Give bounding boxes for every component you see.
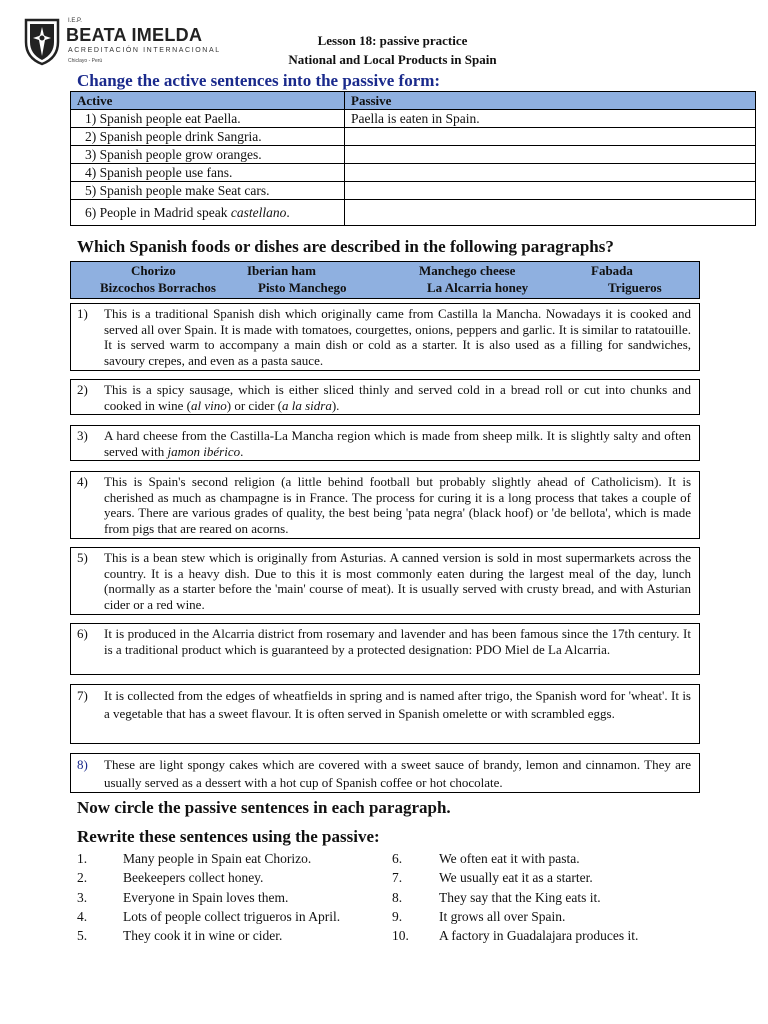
active-cell xyxy=(71,146,345,164)
italic-part: jamon ibérico xyxy=(167,443,241,459)
active-text: Spanish people use fans. xyxy=(99,164,233,180)
word-item: Manchego cheese xyxy=(419,263,516,278)
word-item: Fabada xyxy=(591,263,633,278)
paragraph-text: This is a traditional Spanish dish which originally came from Castilla la Mancha. Nowadays it is cooked and served all over Spain. It is made with tomatoes, courgettes, onions, peppers and garlic. It is similar to ratatouille. It is served warm to accompany a main dish or cold as a starter. It is also used as a filling for sandwiches, savoury crepes, and even as a pasta sauce. xyxy=(104,306,691,368)
passive-cell[interactable] xyxy=(345,200,756,226)
paragraph-text: This is Spain's second religion (a little behind football but probably slightly ahead of Catholicism). It is cherished as much as champagne is in France. The process for curing it is a long process that takes a couple of years. There are various grades of quality, the best being 'pata negra' (black hoof) or 'de bellota', which is made from pigs that are reared on acorns. xyxy=(104,474,691,536)
word-item: Trigueros xyxy=(608,280,662,295)
school-crest-icon xyxy=(22,16,62,66)
item-text: Lots of people collect trigueros in April. xyxy=(123,909,341,924)
item-text: We usually eat it as a starter. xyxy=(439,870,593,885)
row-num: 4) xyxy=(85,164,97,180)
paragraph-number: 6) xyxy=(77,626,88,641)
word-bank xyxy=(70,261,700,299)
item-text: Many people in Spain eat Chorizo. xyxy=(123,851,312,866)
section4-title: Rewrite these sentences using the passive: xyxy=(77,827,380,846)
item-number: 5. xyxy=(77,928,88,943)
row-num: 5) xyxy=(85,182,97,198)
lesson-title: Lesson 18: passive practice xyxy=(317,33,468,48)
paragraph-number: 4) xyxy=(77,474,88,489)
active-text: Spanish people grow oranges. xyxy=(99,146,262,162)
text-part: This is a spicy sausage, which is either sliced thinly and served cold in a bread roll or cut into chunks and cooked in wine ( xyxy=(104,382,691,413)
section2-title: Which Spanish foods or dishes are described in the following paragraphs? xyxy=(77,237,614,256)
paragraph-text: It is produced in the Alcarria district from rosemary and lavender and has been famous since the 17th century. It is a traditional product which is guaranteed by a protected designation: PDO Miel de La Alcarria. xyxy=(104,626,691,657)
item-number: 8. xyxy=(392,890,403,905)
paragraph-text: It is collected from the edges of wheatfields in spring and is named after trigo, the Spanish word for 'wheat'. It is a vegetable that has a sweet flavour. It is often served in Spanish omelette or with scrambled eggs. xyxy=(104,688,691,721)
logo-subtitle: ACREDITACIÓN INTERNACIONAL xyxy=(68,47,221,54)
paragraph-1 xyxy=(70,303,700,371)
paragraph-number: 2) xyxy=(77,382,88,397)
paragraph-7 xyxy=(70,684,700,744)
logo-name: BEATA IMELDA xyxy=(66,25,203,45)
paragraph-number: 7) xyxy=(77,688,88,703)
row-num: 1) xyxy=(85,110,97,126)
item-text: They cook it in wine or cider. xyxy=(123,928,283,943)
item-number: 4. xyxy=(77,909,88,924)
school-logo xyxy=(22,16,232,68)
active-italic: castellano xyxy=(230,204,287,220)
passive-cell[interactable] xyxy=(345,128,756,146)
item-number: 1. xyxy=(77,851,88,866)
item-number: 6. xyxy=(392,851,403,866)
item-text: Everyone in Spain loves them. xyxy=(123,890,289,905)
paragraph-text xyxy=(104,428,691,459)
active-cell xyxy=(71,110,345,128)
item-number: 2. xyxy=(77,870,88,885)
item-number: 10. xyxy=(392,928,409,943)
col-passive-header: Passive xyxy=(345,92,756,110)
paragraph-4 xyxy=(70,471,700,539)
table-header-row xyxy=(71,92,756,110)
paragraph-number: 1) xyxy=(77,306,88,321)
table-row xyxy=(71,200,756,226)
active-cell xyxy=(71,200,345,226)
word-item: La Alcarria honey xyxy=(427,280,529,295)
word-item: Pisto Manchego xyxy=(258,280,347,295)
passive-cell[interactable]: Paella is eaten in Spain. xyxy=(345,110,756,128)
active-cell xyxy=(71,182,345,200)
paragraph-2 xyxy=(70,379,700,415)
active-text: People in Madrid speak xyxy=(99,204,231,220)
passive-table xyxy=(70,91,756,226)
paragraph-5 xyxy=(70,547,700,615)
word-item: Iberian ham xyxy=(247,263,316,278)
word-item: Chorizo xyxy=(131,263,176,278)
section3-title: Now circle the passive sentences in each paragraph. xyxy=(77,798,451,817)
item-text: They say that the King eats it. xyxy=(439,890,601,905)
lesson-subtitle: National and Local Products in Spain xyxy=(288,52,497,67)
row-num: 6) xyxy=(85,204,97,220)
section1-title: Change the active sentences into the passive form: xyxy=(77,71,441,90)
item-text: It grows all over Spain. xyxy=(439,909,566,924)
item-number: 3. xyxy=(77,890,88,905)
table-row xyxy=(71,182,756,200)
table-row xyxy=(71,110,756,128)
passive-cell[interactable] xyxy=(345,146,756,164)
paragraph-number: 8) xyxy=(77,757,88,772)
table-row xyxy=(71,146,756,164)
col-active-header: Active xyxy=(71,92,345,110)
text-part: . xyxy=(240,443,244,459)
paragraph-text: This is a bean stew which is originally from Asturias. A canned version is sold in most supermarkets across the country. It is a heavy dish. Due to this it is most commonly eaten during the largest meal of the day, lunch (normally as a starter before the 'main' course of meat). It is usually served with crusty bread, and with Asturian cider or a red wine. xyxy=(104,550,691,612)
passive-cell[interactable] xyxy=(345,182,756,200)
row-num: 3) xyxy=(85,146,97,162)
active-cell xyxy=(71,164,345,182)
paragraph-text: These are light spongy cakes which are covered with a sweet sauce of brandy, lemon and cinnamon. They are usually served as a dessert with a hot cup of Spanish coffee or hot chocolate. xyxy=(104,757,691,790)
active-text: Spanish people eat Paella. xyxy=(99,110,241,126)
lesson-header xyxy=(240,31,545,69)
table-row xyxy=(71,164,756,182)
text-part: ) or cider ( xyxy=(226,397,282,413)
logo-iep: I.E.P. xyxy=(68,18,82,24)
italic-part: a la sidra xyxy=(281,397,332,413)
item-number: 9. xyxy=(392,909,403,924)
row-num: 2) xyxy=(85,128,97,144)
item-text: Beekeepers collect honey. xyxy=(123,870,264,885)
active-cell xyxy=(71,128,345,146)
item-number: 7. xyxy=(392,870,403,885)
paragraph-number: 5) xyxy=(77,550,88,565)
active-text: Spanish people make Seat cars. xyxy=(99,182,270,198)
paragraph-8 xyxy=(70,753,700,793)
paragraph-number: 3) xyxy=(77,428,88,443)
item-text: We often eat it with pasta. xyxy=(439,851,580,866)
italic-part: al vino xyxy=(191,397,227,413)
active-text: Spanish people drink Sangria. xyxy=(99,128,262,144)
text-part: A hard cheese from the Castilla-La Mancha region which is made from sheep milk. It is slightly salty and often served with xyxy=(104,428,691,459)
paragraph-text xyxy=(104,382,691,413)
active-end: . xyxy=(286,204,290,220)
table-row xyxy=(71,128,756,146)
paragraph-3 xyxy=(70,425,700,461)
paragraph-6 xyxy=(70,623,700,675)
word-item: Bizcochos Borrachos xyxy=(100,280,216,295)
text-part: ). xyxy=(331,397,340,413)
item-text: A factory in Guadalajara produces it. xyxy=(439,928,639,943)
passive-cell[interactable] xyxy=(345,164,756,182)
logo-location: Chiclayo - Perú xyxy=(68,58,103,64)
